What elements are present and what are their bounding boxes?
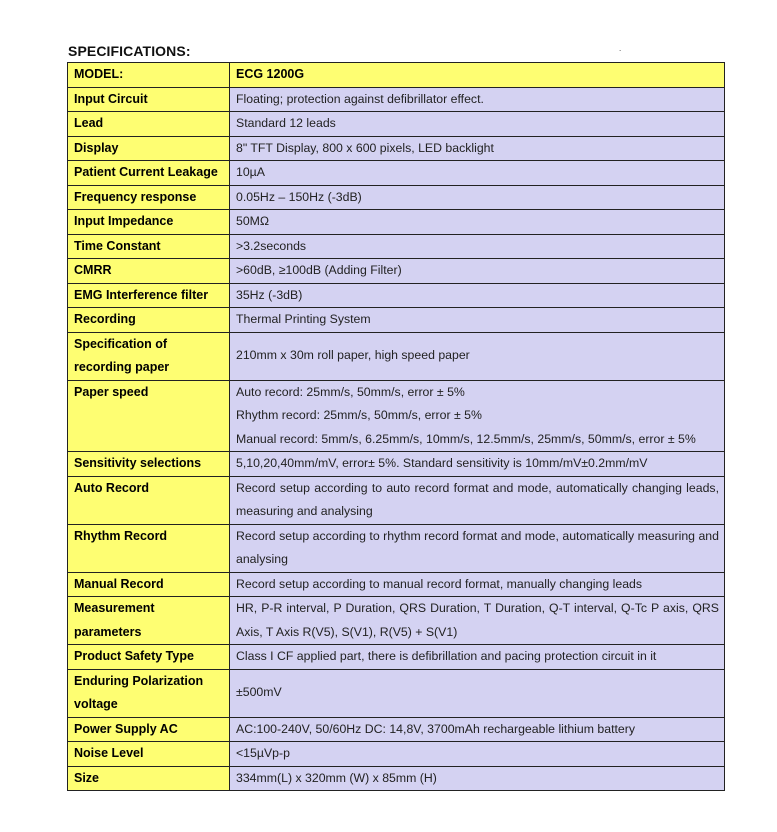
spec-label: Sensitivity selections bbox=[68, 452, 230, 477]
table-row bbox=[68, 572, 725, 597]
spec-label: CMRR bbox=[68, 259, 230, 284]
table-row bbox=[68, 742, 725, 767]
spec-label: Time Constant bbox=[68, 234, 230, 259]
spec-label: Size bbox=[68, 766, 230, 791]
spec-label: Power Supply AC bbox=[68, 717, 230, 742]
spec-label: Auto Record bbox=[68, 476, 230, 524]
spec-value: 10µA bbox=[230, 161, 725, 186]
spec-value: 8" TFT Display, 800 x 600 pixels, LED backlight bbox=[230, 136, 725, 161]
spec-value: HR, P-R interval, P Duration, QRS Duration, T Duration, Q-T interval, Q-Tc P axis, QRS Axis, T Axis R(V5), S(V1), R(V5) + S(V1) bbox=[230, 597, 725, 645]
table-row bbox=[68, 87, 725, 112]
paper-speed-rhythm: Rhythm record: 25mm/s, 50mm/s, error ± 5% bbox=[236, 408, 482, 422]
spec-value-multiline bbox=[230, 380, 725, 452]
spec-label: Input Circuit bbox=[68, 87, 230, 112]
table-row bbox=[68, 259, 725, 284]
spec-label: Input Impedance bbox=[68, 210, 230, 235]
spec-label: Frequency response bbox=[68, 185, 230, 210]
spec-label: Paper speed bbox=[68, 380, 230, 452]
spec-value: Standard 12 leads bbox=[230, 112, 725, 137]
spec-value: AC:100-240V, 50/60Hz DC: 14,8V, 3700mAh rechargeable lithium battery bbox=[230, 717, 725, 742]
spec-value: Record setup according to manual record format, manually changing leads bbox=[230, 572, 725, 597]
spec-value: Record setup according to rhythm record format and mode, automatically measuring and analysing bbox=[230, 524, 725, 572]
table-row bbox=[68, 766, 725, 791]
spec-value: 0.05Hz – 150Hz (-3dB) bbox=[230, 185, 725, 210]
table-row bbox=[68, 112, 725, 137]
spec-value: >3.2seconds bbox=[230, 234, 725, 259]
model-value: ECG 1200G bbox=[230, 63, 725, 88]
spec-label: Manual Record bbox=[68, 572, 230, 597]
model-label: MODEL: bbox=[68, 63, 230, 88]
spec-label: Noise Level bbox=[68, 742, 230, 767]
spec-label: Display bbox=[68, 136, 230, 161]
table-row bbox=[68, 717, 725, 742]
spec-label: Product Safety Type bbox=[68, 645, 230, 670]
spec-label: Measurement parameters bbox=[68, 597, 230, 645]
spec-value: <15µVp-p bbox=[230, 742, 725, 767]
spec-label: Recording bbox=[68, 308, 230, 333]
table-row bbox=[68, 332, 725, 380]
spec-label: Lead bbox=[68, 112, 230, 137]
spec-value: 5,10,20,40mm/mV, error± 5%. Standard sensitivity is 10mm/mV±0.2mm/mV bbox=[230, 452, 725, 477]
spec-label: Rhythm Record bbox=[68, 524, 230, 572]
spec-value: 210mm x 30m roll paper, high speed paper bbox=[230, 332, 725, 380]
paper-speed-auto: Auto record: 25mm/s, 50mm/s, error ± 5% bbox=[236, 384, 465, 399]
table-row bbox=[68, 283, 725, 308]
table-header-row bbox=[68, 63, 725, 88]
table-row bbox=[68, 136, 725, 161]
spec-value: Record setup according to auto record format and mode, automatically changing leads, measuring and analysing bbox=[230, 476, 725, 524]
table-row bbox=[68, 645, 725, 670]
spec-label: Patient Current Leakage bbox=[68, 161, 230, 186]
spec-value: Class I CF applied part, there is defibrillation and pacing protection circuit in it bbox=[230, 645, 725, 670]
spec-value: Thermal Printing System bbox=[230, 308, 725, 333]
spec-label: EMG Interference filter bbox=[68, 283, 230, 308]
spec-value: 35Hz (-3dB) bbox=[230, 283, 725, 308]
table-row bbox=[68, 161, 725, 186]
table-row bbox=[68, 185, 725, 210]
table-row bbox=[68, 452, 725, 477]
paper-speed-manual: Manual record: 5mm/s, 6.25mm/s, 10mm/s, 12.5mm/s, 25mm/s, 50mm/s, error ± 5% bbox=[236, 431, 696, 446]
table-row bbox=[68, 234, 725, 259]
spec-label: Specification of recording paper bbox=[68, 332, 230, 380]
stray-dot: . bbox=[619, 44, 622, 53]
page-title: SPECIFICATIONS: bbox=[68, 43, 191, 59]
table-row bbox=[68, 476, 725, 524]
spec-value: 50MΩ bbox=[230, 210, 725, 235]
specifications-table bbox=[67, 62, 725, 791]
spec-value: Floating; protection against defibrillator effect. bbox=[230, 87, 725, 112]
table-row bbox=[68, 308, 725, 333]
spec-label: Enduring Polarization voltage bbox=[68, 669, 230, 717]
spec-value: >60dB, ≥100dB (Adding Filter) bbox=[230, 259, 725, 284]
table-row bbox=[68, 597, 725, 645]
spec-value: ±500mV bbox=[230, 669, 725, 717]
spec-value: 334mm(L) x 320mm (W) x 85mm (H) bbox=[230, 766, 725, 791]
table-row bbox=[68, 380, 725, 452]
table-row bbox=[68, 210, 725, 235]
table-row bbox=[68, 669, 725, 717]
table-row bbox=[68, 524, 725, 572]
